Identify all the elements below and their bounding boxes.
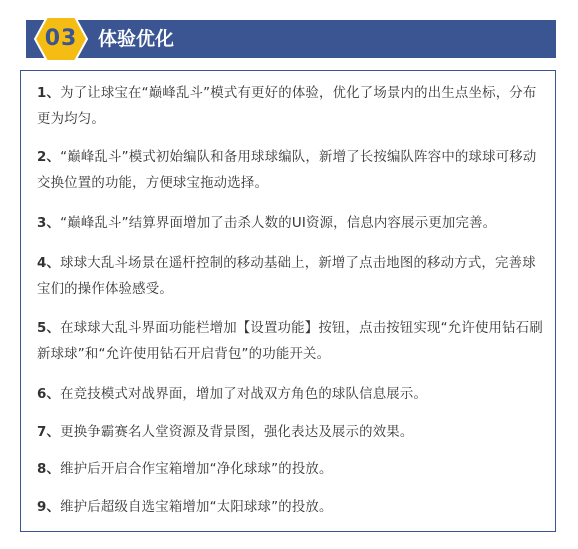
- item-text: “巅峰乱斗”结算界面增加了击杀人数的UI资源，信息内容展示更加完善。: [60, 216, 497, 231]
- section-title: 体验优化: [98, 28, 175, 50]
- list-item: [37, 81, 549, 133]
- item-index: 6、: [37, 387, 61, 402]
- list-item: [37, 382, 549, 408]
- item-text: 为了让球宝在“巅峰乱斗”模式有更好的体验，优化了场景内的出生点坐标，分布更为均匀。: [37, 86, 537, 127]
- section-number: 03: [44, 26, 78, 51]
- item-index: 9、: [37, 500, 61, 515]
- item-text: 更换争霸赛名人堂资源及背景图，强化表达及展示的效果。: [60, 425, 414, 440]
- list-item: [37, 145, 549, 197]
- list-item: [37, 495, 549, 521]
- list-item: [37, 316, 549, 368]
- item-index: 3、: [37, 216, 61, 231]
- item-index: 2、: [37, 150, 61, 165]
- item-index: 8、: [37, 462, 61, 477]
- list-item: [37, 457, 549, 483]
- item-index: 7、: [37, 425, 61, 440]
- item-text: 维护后超级自选宝箱增加“太阳球球”的投放。: [60, 500, 333, 515]
- list-item: [37, 420, 549, 446]
- item-text: 维护后开启合作宝箱增加“净化球球”的投放。: [60, 462, 333, 477]
- item-index: 4、: [37, 256, 61, 271]
- item-text: 在竞技模式对战界面，增加了对战双方角色的球队信息展示。: [60, 387, 428, 402]
- item-text: 在球球大乱斗界面功能栏增加【设置功能】按钮，点击按钮实现“允许使用钻石刷新球球”和“允许使用钻石开启背包”的功能开关。: [37, 321, 543, 362]
- list-item: [37, 211, 549, 237]
- item-index: 1、: [37, 86, 61, 101]
- item-index: 5、: [37, 321, 61, 336]
- item-text: “巅峰乱斗”模式初始编队和备用球球编队，新增了长按编队阵容中的球球可移动交换位置的功能，方便球宝拖动选择。: [37, 150, 537, 191]
- list-item: [37, 251, 549, 303]
- item-text: 球球大乱斗场景在遥杆控制的移动基础上，新增了点击地图的移动方式，完善球宝们的操作体验感受。: [37, 256, 536, 297]
